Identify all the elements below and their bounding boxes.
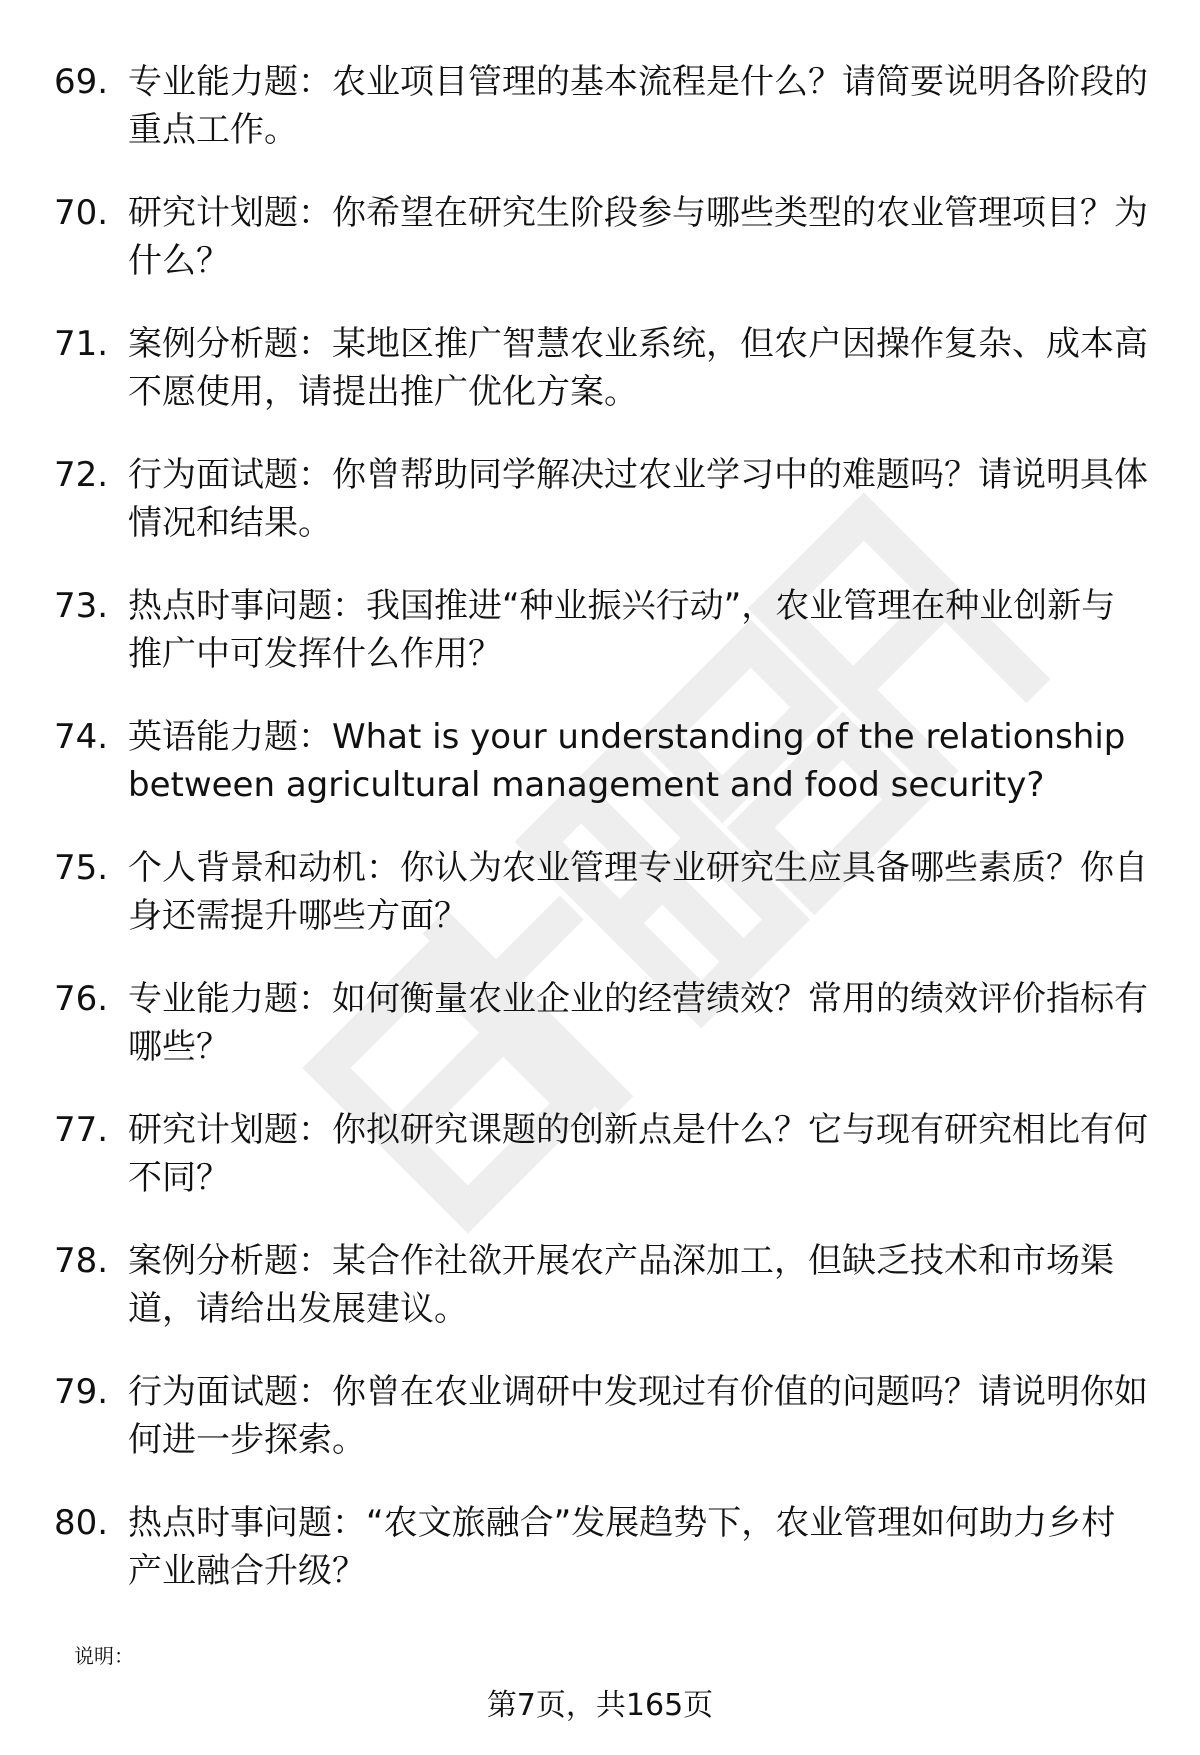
question-text: 案例分析题：某地区推广智慧农业系统，但农户因操作复杂、成本高不愿使用，请提出推广优化方案。: [128, 324, 1148, 412]
question-text: 行为面试题：你曾帮助同学解决过农业学习中的难题吗？请说明具体情况和结果。: [128, 455, 1148, 543]
question-list: [0, 58, 1200, 1630]
question-number: 76.: [54, 979, 109, 1019]
question-number: 73.: [54, 586, 109, 626]
page-footer: 第7页，共165页: [486, 1688, 714, 1723]
question-item: [0, 320, 1200, 451]
question-number: 72.: [54, 455, 109, 495]
question-number: 75.: [54, 848, 109, 888]
question-item: [0, 582, 1200, 713]
question-text: 专业能力题：农业项目管理的基本流程是什么？请简要说明各阶段的重点工作。: [128, 62, 1148, 150]
question-item: [0, 58, 1200, 189]
question-text: 个人背景和动机：你认为农业管理专业研究生应具备哪些素质？你自身还需提升哪些方面？: [128, 848, 1148, 936]
question-text: 英语能力题：What is your understanding of the relationship between agricultural management and food security?: [128, 717, 1126, 805]
note-label: 说明：: [74, 1644, 134, 1668]
question-number: 74.: [54, 717, 109, 757]
question-item: [0, 1237, 1200, 1368]
question-item: [0, 975, 1200, 1106]
question-number: 80.: [54, 1503, 109, 1543]
question-item: [0, 713, 1200, 844]
question-number: 71.: [54, 324, 109, 364]
question-text: 研究计划题：你拟研究课题的创新点是什么？它与现有研究相比有何不同？: [128, 1110, 1148, 1198]
question-text: 专业能力题：如何衡量农业企业的经营绩效？常用的绩效评价指标有哪些？: [128, 979, 1148, 1067]
question-number: 79.: [54, 1372, 109, 1412]
question-item: [0, 1106, 1200, 1237]
question-text: 研究计划题：你希望在研究生阶段参与哪些类型的农业管理项目？为什么？: [128, 193, 1148, 281]
question-text: 热点时事问题：我国推进“种业振兴行动”，农业管理在种业创新与推广中可发挥什么作用？: [128, 586, 1116, 674]
question-text: 行为面试题：你曾在农业调研中发现过有价值的问题吗？请说明你如何进一步探索。: [128, 1372, 1148, 1460]
question-number: 69.: [54, 62, 109, 102]
question-item: [0, 844, 1200, 975]
question-item: [0, 189, 1200, 320]
question-number: 78.: [54, 1241, 109, 1281]
question-text: 案例分析题：某合作社欲开展农产品深加工，但缺乏技术和市场渠道，请给出发展建议。: [128, 1241, 1114, 1329]
question-number: 70.: [54, 193, 109, 233]
question-text: 热点时事问题：“农文旅融合”发展趋势下，农业管理如何助力乡村产业融合升级？: [128, 1503, 1116, 1591]
question-item: [0, 1368, 1200, 1499]
question-number: 77.: [54, 1110, 109, 1150]
question-item: [0, 451, 1200, 582]
question-item: [0, 1499, 1200, 1630]
